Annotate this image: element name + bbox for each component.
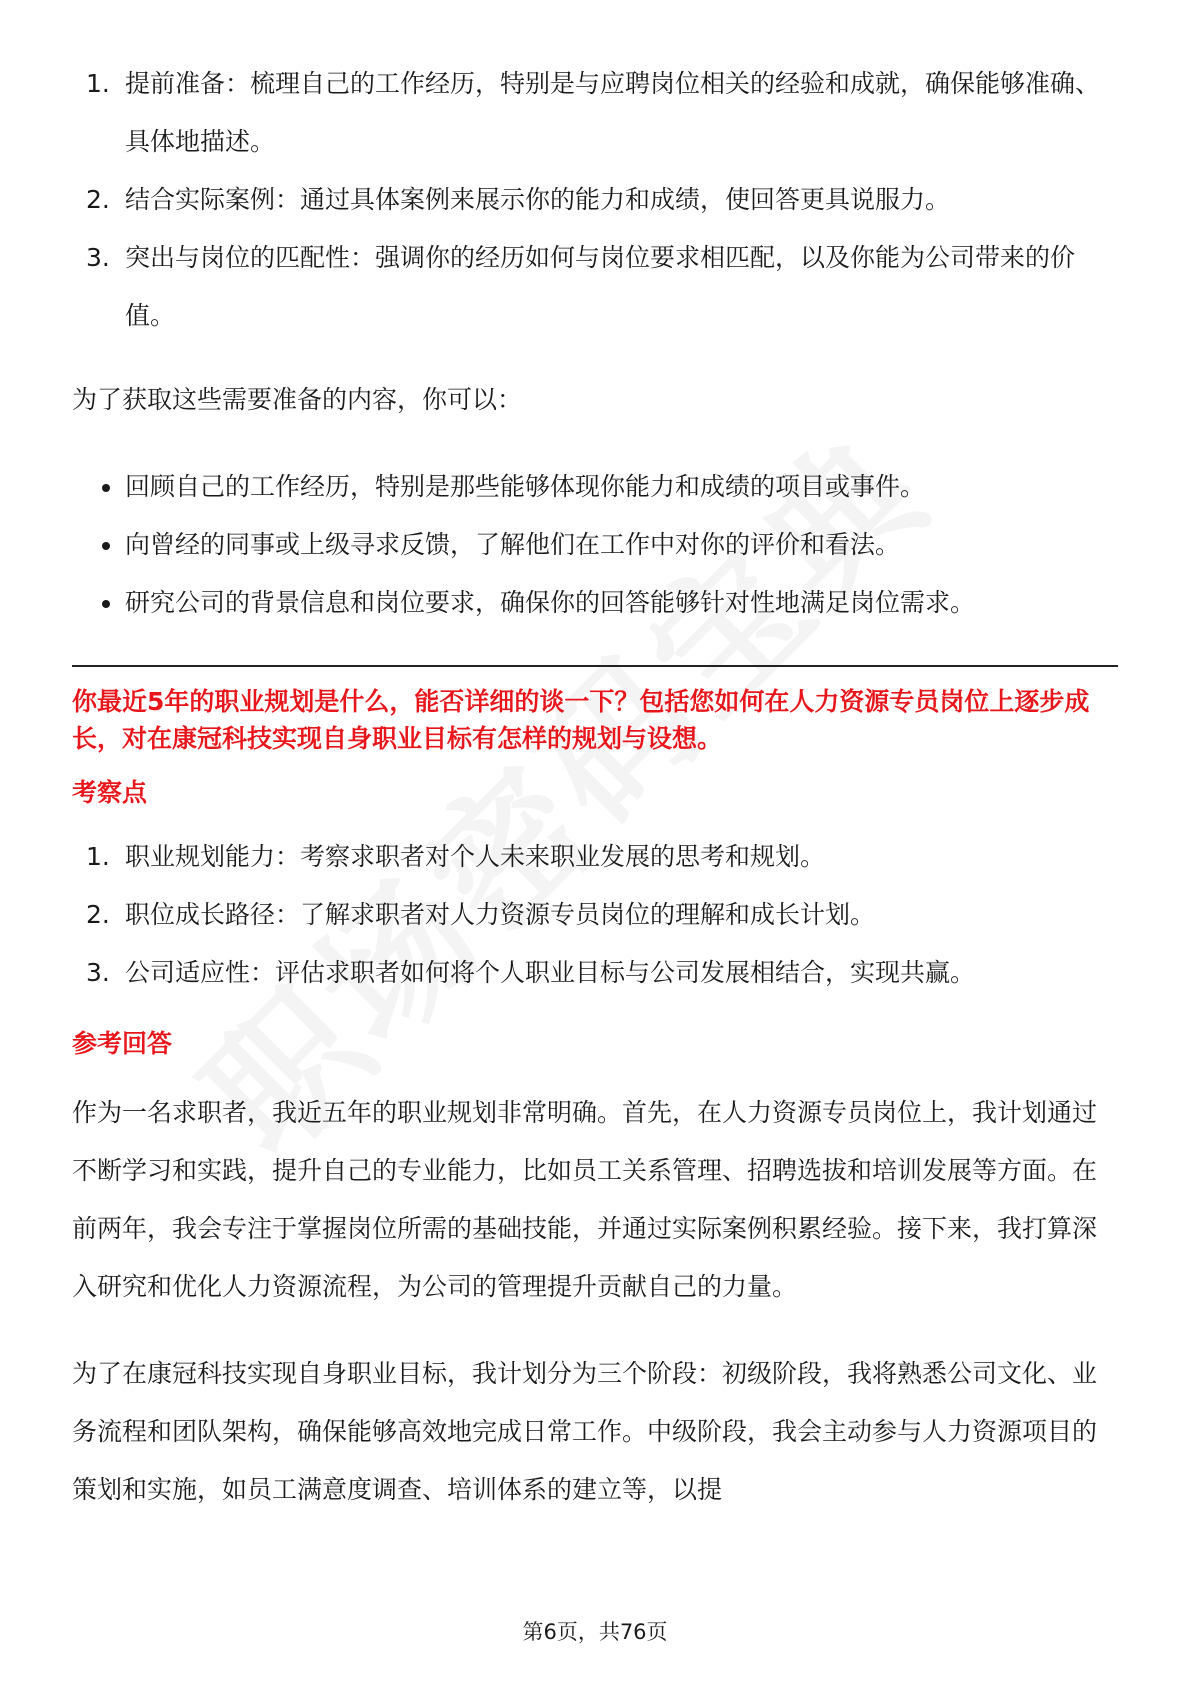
list-number: 1. bbox=[86, 842, 110, 871]
list-item bbox=[72, 574, 1118, 632]
list-item-text: 回顾自己的工作经历，特别是那些能够体现你能力和成绩的项目或事件。 bbox=[125, 472, 926, 501]
list-item-text: 职位成长路径：了解求职者对人力资源专员岗位的理解和成长计划。 bbox=[125, 900, 876, 929]
list-item bbox=[72, 458, 1118, 516]
bullet-icon bbox=[102, 542, 110, 550]
list-item bbox=[72, 886, 1118, 944]
prep-intro-paragraph: 为了获取这些需要准备的内容，你可以： bbox=[72, 385, 523, 414]
list-number: 3. bbox=[86, 958, 110, 987]
exam-points-list bbox=[72, 828, 1118, 1002]
bullet-icon bbox=[102, 484, 110, 492]
prep-bullets-list bbox=[72, 458, 1118, 632]
list-item bbox=[72, 828, 1118, 886]
list-item-text: 职业规划能力：考察求职者对个人未来职业发展的思考和规划。 bbox=[125, 842, 826, 871]
list-item-text: 突出与岗位的匹配性：强调你的经历如何与岗位要求相匹配，以及你能为公司带来的价值。 bbox=[125, 243, 1076, 330]
list-number: 2. bbox=[86, 900, 110, 929]
page-footer: 第6页，共76页 bbox=[522, 1620, 668, 1644]
answer-paragraph: 为了在康冠科技实现自身职业目标，我计划分为三个阶段：初级阶段，我将熟悉公司文化、业务流程和团队架构，确保能够高效地完成日常工作。中级阶段，我会主动参与人力资源项目的策划和实施，如员工满意度调查、培训体系的建立等，以提 bbox=[72, 1359, 1098, 1504]
list-number: 1. bbox=[86, 69, 110, 98]
list-item-text: 提前准备：梳理自己的工作经历，特别是与应聘岗位相关的经验和成就，确保能够准确、具体地描述。 bbox=[125, 69, 1101, 156]
list-item bbox=[72, 171, 1118, 229]
section-divider bbox=[72, 665, 1118, 667]
exam-points-heading: 考察点 bbox=[72, 778, 148, 807]
list-item-text: 结合实际案例：通过具体案例来展示你的能力和成绩，使回答更具说服力。 bbox=[125, 185, 951, 214]
list-item bbox=[72, 944, 1118, 1002]
list-item-text: 公司适应性：评估求职者如何将个人职业目标与公司发展相结合，实现共赢。 bbox=[125, 958, 976, 987]
list-number: 3. bbox=[86, 243, 110, 272]
bullet-icon bbox=[102, 600, 110, 608]
answer-paragraph: 作为一名求职者，我近五年的职业规划非常明确。首先，在人力资源专员岗位上，我计划通过不断学习和实践，提升自己的专业能力，比如员工关系管理、招聘选拔和培训发展等方面。在前两年，我会专注于掌握岗位所需的基础技能，并通过实际案例积累经验。接下来，我打算深入研究和优化人力资源流程，为公司的管理提升贡献自己的力量。 bbox=[72, 1098, 1098, 1301]
answer-heading: 参考回答 bbox=[72, 1029, 173, 1058]
interview-question: 你最近5年的职业规划是什么，能否详细的谈一下？包括您如何在人力资源专员岗位上逐步成长，对在康冠科技实现自身职业目标有怎样的规划与设想。 bbox=[72, 687, 1090, 753]
prep-steps-list bbox=[72, 55, 1118, 345]
list-item bbox=[72, 55, 1118, 171]
list-item bbox=[72, 516, 1118, 574]
list-item-text: 向曾经的同事或上级寻求反馈，了解他们在工作中对你的评价和看法。 bbox=[125, 530, 901, 559]
list-number: 2. bbox=[86, 185, 110, 214]
list-item-text: 研究公司的背景信息和岗位要求，确保你的回答能够针对性地满足岗位需求。 bbox=[125, 588, 976, 617]
page-content bbox=[72, 55, 1118, 1519]
list-item bbox=[72, 229, 1118, 345]
